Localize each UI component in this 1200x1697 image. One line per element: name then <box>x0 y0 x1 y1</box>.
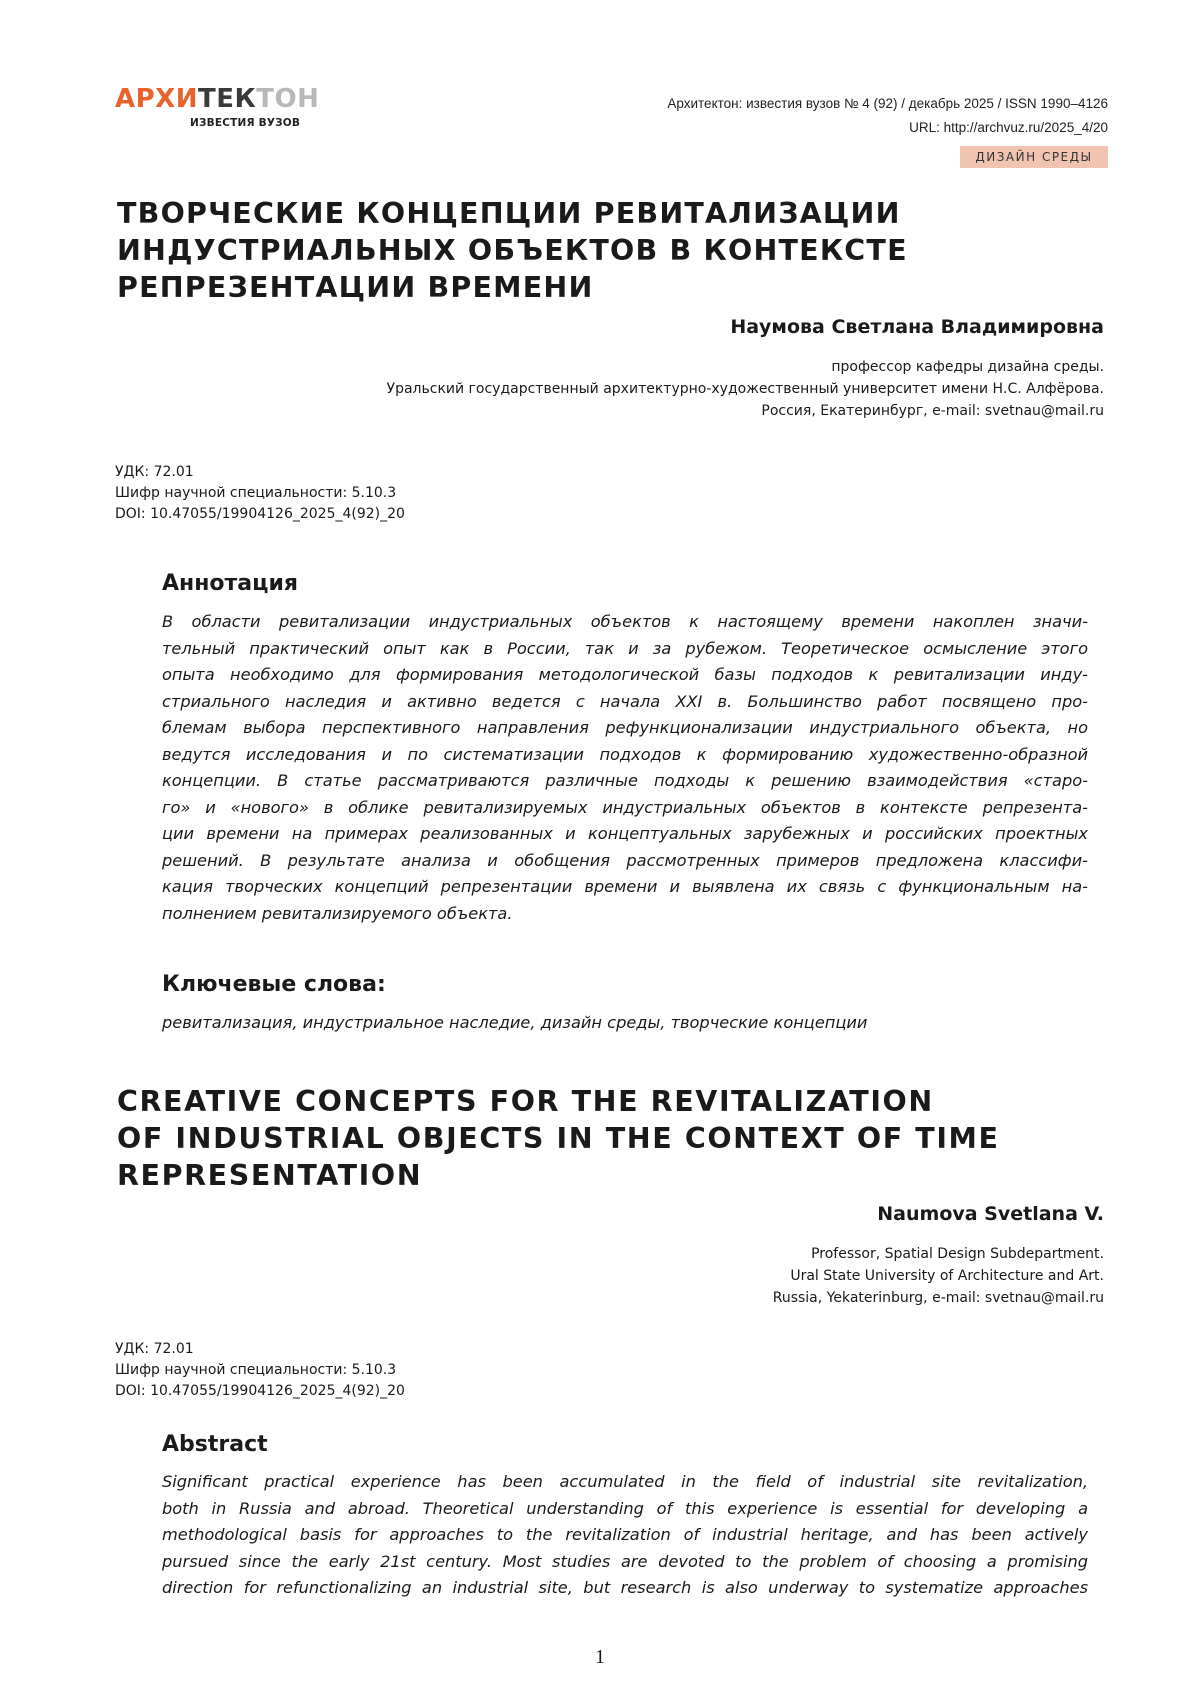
text-line: стриального наследия и активно ведется с начала XXI в. Большинство работ посвящено про- <box>162 691 1088 711</box>
title-line: РЕПРЕЗЕНТАЦИИ ВРЕМЕНИ <box>117 271 594 304</box>
text-line: полнением ревитализируемого объекта. <box>162 903 513 923</box>
abstract-heading: Abstract <box>162 1432 268 1457</box>
article-metadata-ru <box>115 462 405 525</box>
affiliation-line: Professor, Spatial Design Subdepartment. <box>811 1246 1104 1262</box>
logo-subtitle: ИЗВЕСТИЯ ВУЗОВ <box>190 117 301 129</box>
text-line: опыта необходимо для формирования методологической базы подходов к ревитализации инду- <box>162 665 1088 684</box>
text-line: direction for refunctionalizing an industrial site, but research is also underway to systematize approaches <box>162 1578 1088 1597</box>
text-line: го» и «нового» в облике ревитализируемых индустриальных объектов в контексте репрезента- <box>162 797 1088 817</box>
text-line: Significant practical experience has been accumulated in the field of industrial site revitalization, <box>162 1472 1088 1491</box>
journal-logo <box>115 84 320 129</box>
article-title-ru <box>117 195 997 306</box>
section-badge: ДИЗАЙН СРЕДЫ <box>960 146 1108 168</box>
text-line: блемам выбора перспективного направления рефункционализации индустриального объекта, но <box>162 718 1088 737</box>
specialty-code: Шифр научной специальности: 5.10.3 <box>115 1362 397 1378</box>
affiliation-line: Уральский государственный архитектурно-художественный университет имени Н.С. Алфёрова. <box>386 381 1104 397</box>
author-name-en: Naumova Svetlana V. <box>877 1203 1104 1225</box>
affiliation-line: Russia, Yekaterinburg, e-mail: svetnau@mail.ru <box>772 1290 1104 1306</box>
udc: УДК: 72.01 <box>115 1341 194 1357</box>
title-line: REPRESENTATION <box>117 1159 423 1192</box>
annotation-body <box>162 609 1088 927</box>
specialty-code: Шифр научной специальности: 5.10.3 <box>115 485 397 501</box>
text-line: both in Russia and abroad. Theoretical understanding of this experience is essential for developing a <box>162 1498 1088 1518</box>
text-line: концепции. В статье рассматриваются различные подходы к решению взаимодействия «старо- <box>162 771 1088 790</box>
udc: УДК: 72.01 <box>115 464 194 480</box>
keywords-heading: Ключевые слова: <box>162 972 386 997</box>
page-number: 1 <box>595 1646 605 1668</box>
text-line: тельный практический опыт как в России, так и за рубежом. Теоретическое осмысление этого <box>162 638 1088 658</box>
keywords-list: ревитализация, индустриальное наследие, дизайн среды, творческие концепции <box>162 1013 868 1032</box>
affiliation-line: Ural State University of Architecture and Art. <box>790 1268 1104 1284</box>
title-line: OF INDUSTRIAL OBJECTS IN THE CONTEXT OF TIME <box>117 1122 1000 1155</box>
text-line: methodological basis for approaches to the revitalization of industrial heritage, and has been actively <box>162 1525 1088 1544</box>
author-affiliation-ru <box>387 356 1104 422</box>
text-line: ведутся исследования и по систематизации подходов к формированию художественно-образной <box>162 744 1088 764</box>
title-line: ТВОРЧЕСКИЕ КОНЦЕПЦИИ РЕВИТАЛИЗАЦИИ <box>117 197 901 230</box>
author-affiliation-en <box>773 1243 1104 1309</box>
doi: DOI: 10.47055/19904126_2025_4(92)_20 <box>115 1383 405 1399</box>
text-line: В области ревитализации индустриальных объектов к настоящему времени накоплен значи- <box>162 612 1088 631</box>
article-metadata-en <box>115 1339 405 1402</box>
author-name-ru: Наумова Светлана Владимировна <box>730 316 1104 338</box>
abstract-body <box>162 1469 1088 1602</box>
text-line: ции времени на примерах реализованных и концептуальных зарубежных и российских проектных <box>162 824 1088 843</box>
doi: DOI: 10.47055/19904126_2025_4(92)_20 <box>115 506 405 522</box>
text-line: pursued since the early 21st century. Most studies are devoted to the problem of choosing a promising <box>162 1551 1088 1571</box>
article-title-en <box>117 1083 1000 1194</box>
affiliation-line: Россия, Екатеринбург, e-mail: svetnau@mail.ru <box>761 403 1104 419</box>
title-line: ИНДУСТРИАЛЬНЫХ ОБЪЕКТОВ В КОНТЕКСТЕ <box>117 234 908 267</box>
article-url: URL: http://archvuz.ru/2025_4/20 <box>909 120 1108 135</box>
logo-wordmark: АРХИТЕКТОН <box>115 84 320 114</box>
annotation-heading: Аннотация <box>162 571 298 596</box>
text-line: кация творческих концепций репрезентации времени и выявлена их связь с функциональным на- <box>162 877 1088 896</box>
title-line: CREATIVE CONCEPTS FOR THE REVITALIZATION <box>117 1085 934 1118</box>
affiliation-line: профессор кафедры дизайна среды. <box>831 359 1104 375</box>
text-line: решений. В результате анализа и обобщения рассмотренных примеров предложена классифи- <box>162 850 1088 870</box>
journal-issue-line: Архитектон: известия вузов № 4 (92) / декабрь 2025 / ISSN 1990–4126 <box>667 96 1108 111</box>
